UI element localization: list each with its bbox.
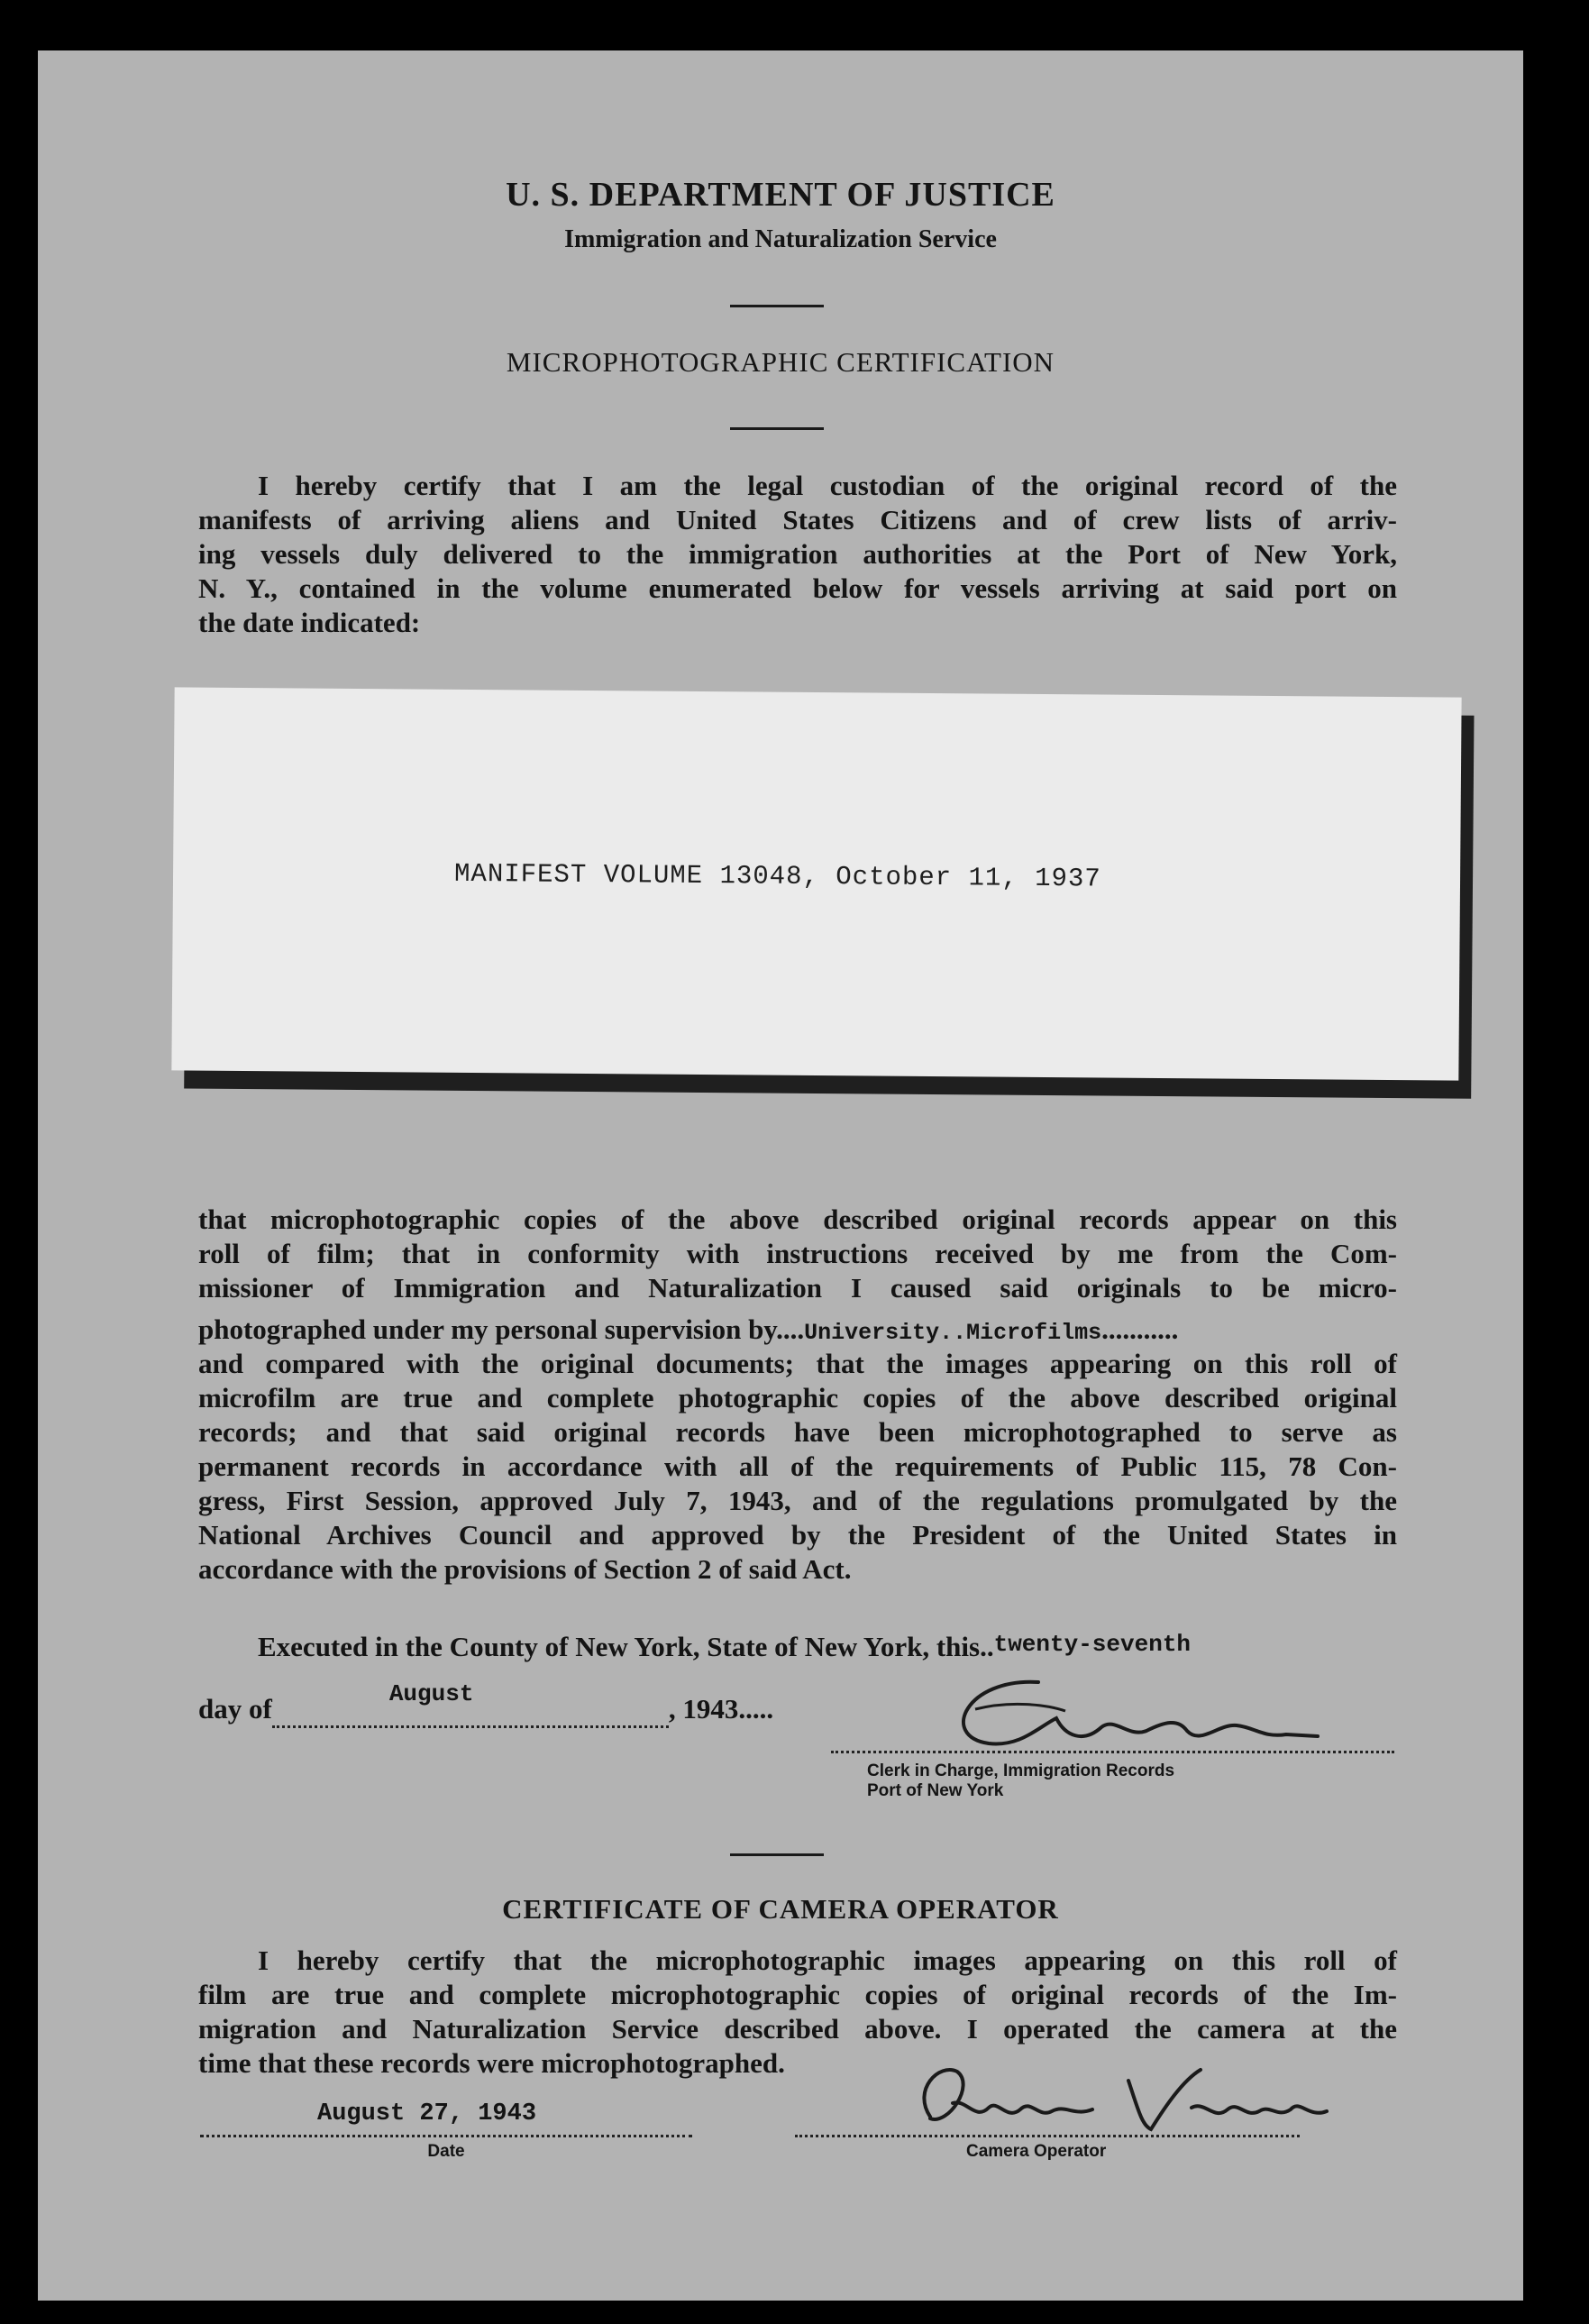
clerk-signature-line [831, 1751, 1394, 1753]
intro-line: manifests of arriving aliens and United States Citizens and of crew lists of arriv- [198, 504, 1397, 535]
executed-text: Executed in the County of New York, State of New York, this.. [258, 1631, 994, 1662]
operator-signature [795, 2054, 1390, 2140]
executed-year: , 1943..... [668, 1693, 774, 1725]
intro-line: ing vessels duly delivered to the immigration authorities at the Port of New York, [198, 538, 1397, 570]
body-line: missioner of Immigration and Naturalization I caused said originals to be micro- [198, 1272, 1397, 1304]
body-line: records; and that said original records have been microphotographed to serve as [198, 1416, 1397, 1448]
body-line: permanent records in accordance with all of the requirements of Public 115, 78 Con- [198, 1450, 1397, 1482]
manifest-slip [171, 687, 1461, 1080]
body-line: National Archives Council and approved by the President of the United States in [198, 1519, 1397, 1551]
operator-line: time that these records were microphotographed. [198, 2047, 785, 2079]
document-page [38, 50, 1523, 2301]
day-of-line [198, 1680, 774, 1728]
department-title: U. S. DEPARTMENT OF JUSTICE [506, 176, 1055, 214]
operator-label: Camera Operator [966, 2142, 1107, 2161]
executed-day: twenty-seventh [993, 1631, 1192, 1658]
date-line [200, 2135, 692, 2137]
supervision-suffix: ........... [1101, 1313, 1179, 1345]
date-block [200, 2097, 692, 2169]
manifest-volume-text: MANIFEST VOLUME 13048, October 11, 1937 [453, 858, 1101, 894]
operator-line: film are true and complete microphotographic copies of original records of the Im- [198, 1979, 1397, 2010]
intro-line: N. Y., contained in the volume enumerated below for vessels arriving at said port on [198, 572, 1397, 604]
divider [730, 427, 824, 430]
operator-section-title: CERTIFICATE OF CAMERA OPERATOR [502, 1893, 1059, 1925]
month-blank [272, 1680, 669, 1728]
divider [730, 305, 824, 307]
clerk-port: Port of New York [867, 1781, 1004, 1800]
executed-line [198, 1630, 1424, 1667]
body-line: gress, First Session, approved July 7, 1943, and of the regulations promulgated by the [198, 1485, 1397, 1516]
intro-line: the date indicated: [198, 607, 421, 638]
supervision-typed: University..Microfilms [804, 1320, 1102, 1346]
date-label: Date [427, 2142, 465, 2161]
clerk-title: Clerk in Charge, Immigration Records [867, 1761, 1175, 1780]
service-subtitle: Immigration and Naturalization Service [564, 225, 997, 253]
body-line: that microphotographic copies of the above described original records appear on this [198, 1203, 1397, 1235]
body-line: microfilm are true and complete photographic copies of the above described original [198, 1382, 1397, 1414]
operator-signature-block [795, 2054, 1390, 2171]
certification-title: MICROPHOTOGRAPHIC CERTIFICATION [506, 346, 1055, 378]
day-of-label: day of [198, 1693, 272, 1725]
operator-signature-line [795, 2135, 1300, 2137]
supervision-line [198, 1313, 1397, 1350]
operator-line: I hereby certify that the microphotographic images appearing on this roll of [258, 1944, 1397, 1976]
body-line: roll of film; that in conformity with instructions received by me from the Com- [198, 1238, 1397, 1269]
divider [730, 1853, 824, 1856]
body-line: and compared with the original documents; that the images appearing on this roll of [198, 1348, 1397, 1379]
intro-line: I hereby certify that I am the legal custodian of the original record of the [258, 470, 1397, 501]
operator-date: August 27, 1943 [317, 2100, 537, 2127]
clerk-signature [831, 1673, 1394, 1754]
operator-line: migration and Naturalization Service described above. I operated the camera at the [198, 2013, 1397, 2045]
clerk-signature-block [831, 1673, 1394, 1808]
supervision-prefix: photographed under my personal supervision by.... [198, 1313, 805, 1345]
executed-month: August [388, 1680, 474, 1707]
body-line: accordance with the provisions of Section 2 of said Act. [198, 1553, 852, 1585]
